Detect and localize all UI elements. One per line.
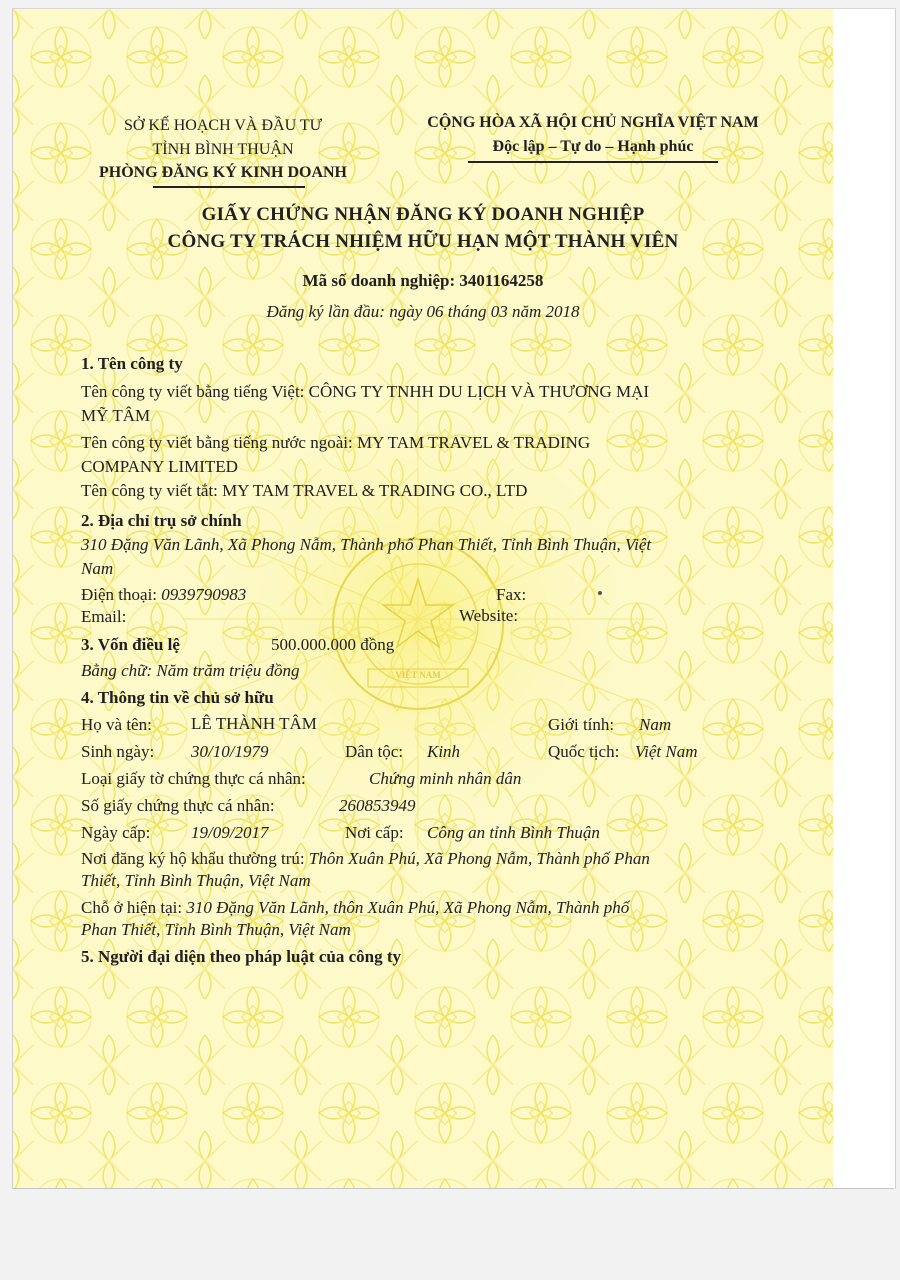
vn-name-value: CÔNG TY TNHH DU LỊCH VÀ THƯƠNG MẠI — [308, 382, 650, 401]
current-residence-value: 310 Đặng Văn Lãnh, thôn Xuân Phú, Xã Phong Nẫm, Thành phố — [186, 898, 630, 917]
id-number-label: Số giấy chứng thực cá nhân: — [81, 796, 275, 815]
issue-place-value: Công an tỉnh Bình Thuận — [427, 823, 600, 842]
header-ministry: SỞ KẾ HOẠCH VÀ ĐẦU TƯ — [123, 117, 323, 134]
foreign-name-value: MY TAM TRAVEL & TRADING — [356, 433, 591, 452]
issue-place-label: Nơi cấp: — [345, 823, 404, 842]
phone-label: Điện thoại: — [81, 585, 162, 604]
permanent-residence-row — [81, 849, 650, 869]
ethnicity-label: Dân tộc: — [345, 742, 404, 761]
phone-row — [81, 585, 246, 605]
website-label: Website: — [459, 606, 519, 625]
current-residence-value-cont: Phan Thiết, Tỉnh Bình Thuận, Việt Nam — [81, 920, 351, 939]
short-name-label: Tên công ty viết tắt: — [81, 481, 223, 500]
foreign-name-label: Tên công ty viết bằng tiếng nước ngoài: — [81, 433, 357, 452]
header-motto: Độc lập – Tự do – Hạnh phúc — [492, 138, 694, 155]
vn-name-row — [81, 382, 649, 402]
id-type-label: Loại giấy tờ chứng thực cá nhân: — [81, 769, 306, 788]
header-province: TỈNH BÌNH THUẬN — [152, 141, 294, 158]
gender-label: Giới tính: — [548, 715, 615, 734]
vn-name-value-cont: MỸ TÂM — [81, 406, 151, 425]
foreign-name-value-cont: COMPANY LIMITED — [81, 457, 238, 476]
head-office-address: 310 Đặng Văn Lãnh, Xã Phong Nẫm, Thành phố Phan Thiết, Tỉnh Bình Thuận, Việt — [81, 535, 652, 554]
certificate-title: GIẤY CHỨNG NHẬN ĐĂNG KÝ DOANH NGHIỆP — [201, 204, 645, 225]
email-label: Email: — [81, 607, 127, 626]
vn-name-label: Tên công ty viết bằng tiếng Việt: — [81, 382, 309, 401]
header-office: PHÒNG ĐĂNG KÝ KINH DOANH — [99, 164, 347, 181]
dob-label: Sinh ngày: — [81, 742, 155, 761]
capital-in-words: Bằng chữ: Năm trăm triệu đồng — [81, 661, 300, 680]
certificate-paper — [13, 9, 833, 1189]
emblem-text: VIỆT NAM — [395, 670, 441, 680]
header-left-underline — [153, 186, 305, 188]
gender-value: Nam — [639, 715, 672, 734]
charter-capital: 500.000.000 đồng — [271, 635, 395, 654]
issue-date-label: Ngày cấp: — [81, 823, 151, 842]
owner-name-value: LÊ THÀNH TÂM — [191, 714, 317, 733]
header-right-underline — [468, 161, 718, 163]
short-name-value: MY TAM TRAVEL & TRADING CO., LTD — [222, 481, 528, 500]
company-type: CÔNG TY TRÁCH NHIỆM HỮU HẠN MỘT THÀNH VIÊN — [167, 231, 679, 252]
document-page — [12, 8, 896, 1189]
current-residence-label: Chỗ ở hiện tại: — [81, 898, 187, 917]
issue-date-value: 19/09/2017 — [191, 823, 269, 842]
head-office-address-cont: Nam — [81, 559, 114, 578]
id-type-value: Chứng minh nhân dân — [369, 769, 522, 788]
owner-name-label: Họ và tên: — [81, 715, 152, 734]
first-registration-date: Đăng ký lần đầu: ngày 06 tháng 03 năm 2018 — [266, 302, 580, 321]
ethnicity-value: Kinh — [427, 742, 461, 761]
section-5-heading: 5. Người đại diện theo pháp luật của công ty — [81, 947, 401, 966]
nationality-label: Quốc tịch: — [548, 742, 620, 761]
section-3-heading: 3. Vốn điều lệ — [81, 635, 180, 654]
header-country: CỘNG HÒA XÃ HỘI CHỦ NGHĨA VIỆT NAM — [427, 114, 759, 131]
nationality-value: Việt Nam — [635, 742, 698, 761]
business-code: Mã số doanh nghiệp: 3401164258 — [302, 271, 544, 290]
permanent-residence-value: Thôn Xuân Phú, Xã Phong Nẫm, Thành phố Phan — [308, 849, 650, 868]
foreign-name-row — [81, 433, 590, 453]
page-bottom-edge — [12, 1188, 894, 1189]
short-name-row — [81, 481, 527, 501]
dob-value: 30/10/1979 — [191, 742, 269, 761]
permanent-residence-value-cont: Thiết, Tỉnh Bình Thuận, Việt Nam — [81, 871, 311, 890]
id-number-value: 260853949 — [339, 796, 416, 815]
permanent-residence-label: Nơi đăng ký hộ khẩu thường trú: — [81, 849, 309, 868]
national-emblem-watermark — [313, 529, 523, 729]
fax-mark — [598, 591, 602, 595]
fax-label: Fax: — [496, 585, 527, 604]
phone-value: 0939790983 — [161, 585, 247, 604]
section-2-heading: 2. Địa chỉ trụ sở chính — [81, 511, 242, 530]
section-1-heading: 1. Tên công ty — [81, 354, 183, 373]
current-residence-row — [81, 898, 629, 918]
section-4-heading: 4. Thông tin về chủ sở hữu — [81, 688, 274, 707]
